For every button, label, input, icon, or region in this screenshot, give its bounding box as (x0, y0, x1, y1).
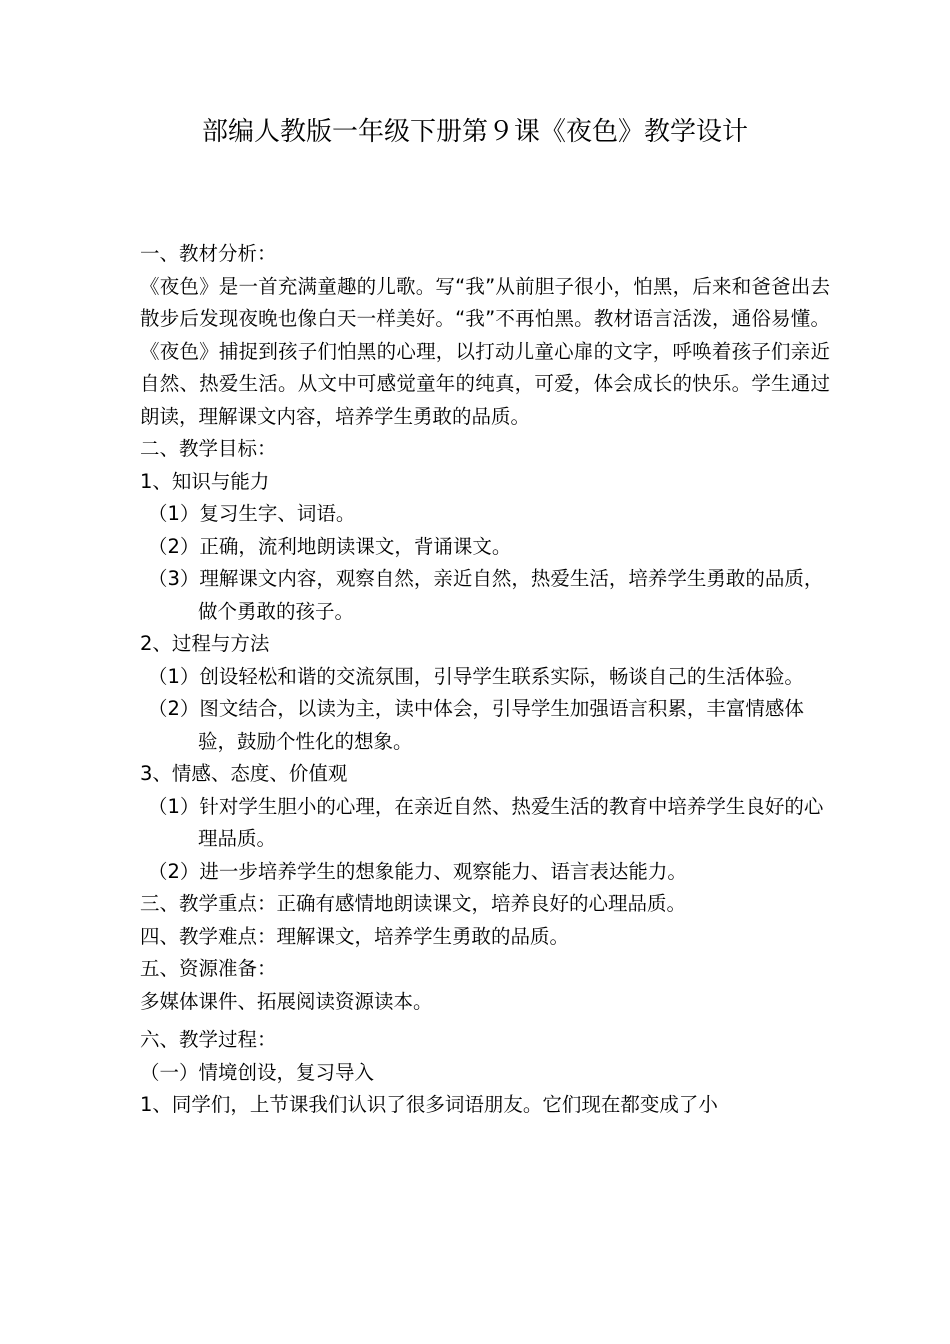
process-step-text: 1、同学们，上节课我们认识了很多词语朋友。它们现在都变成了小 (140, 1093, 718, 1116)
goal-heading-knowledge-ability: 1、知识与能力 (140, 469, 270, 493)
section-heading-resources: 五、资源准备： (140, 957, 277, 980)
document-body (140, 238, 830, 1122)
section-heading-teaching-goals: 二、教学目标： (140, 437, 277, 460)
goal-heading-process-method: 2、过程与方法 (140, 632, 270, 655)
goal-heading-emotion-values: 3、情感、态度、价值观 (140, 762, 348, 785)
goal-item: （1）创设轻松和谐的交流氛围，引导学生联系实际，畅谈自己的生活体验。 (148, 664, 804, 688)
goal-item: （1）复习生字、词语。 (148, 502, 356, 525)
goal-item: （3）理解课文内容，观察自然，亲近自然，热爱生活，培养学生勇敢的品质，做个勇敢的孩子。 (148, 567, 824, 623)
goal-item: （2）进一步培养学生的想象能力、观察能力、语言表达能力。 (148, 859, 687, 883)
section-teaching-difficulty: 四、教学难点：理解课文，培养学生勇敢的品质。 (140, 924, 570, 948)
document-title: 部编人教版一年级下册第９课《夜色》教学设计 (201, 117, 748, 147)
goal-item: （2）图文结合，以读为主，读中体会，引导学生加强语言积累，丰富情感体验，鼓励个性化的想象。 (148, 697, 804, 753)
resources-text: 多媒体课件、拓展阅读资源读本。 (140, 989, 433, 1013)
material-analysis-paragraph: 《夜色》是一首充满童趣的儿歌。写“我”从前胆子很小，怕黑，后来和爸爸出去散步后发现夜晚也像白天一样美好。“我”不再怕黑。教材语言活泼，通俗易懂。《夜色》捕捉到孩子们怕黑的心理，以打动儿童心扉的文字，呼唤着孩子们亲近自然、热爱生活。从文中可感觉童年的纯真，可爱，体会成长的快乐。学生通过朗读，理解课文内容，培养学生勇敢的品质。 (140, 274, 830, 428)
section-heading-teaching-process: 六、教学过程： (140, 1028, 277, 1051)
process-subheading: （一）情境创设，复习导入 (140, 1060, 375, 1084)
section-heading-material-analysis: 一、教材分析： (140, 242, 277, 265)
goal-item: （2）正确，流利地朗读课文，背诵课文。 (148, 534, 512, 558)
section-teaching-focus: 三、教学重点：正确有感情地朗读课文，培养良好的心理品质。 (140, 892, 687, 915)
goal-item: （1）针对学生胆小的心理，在亲近自然、热爱生活的教育中培养学生良好的心理品质。 (148, 794, 824, 850)
